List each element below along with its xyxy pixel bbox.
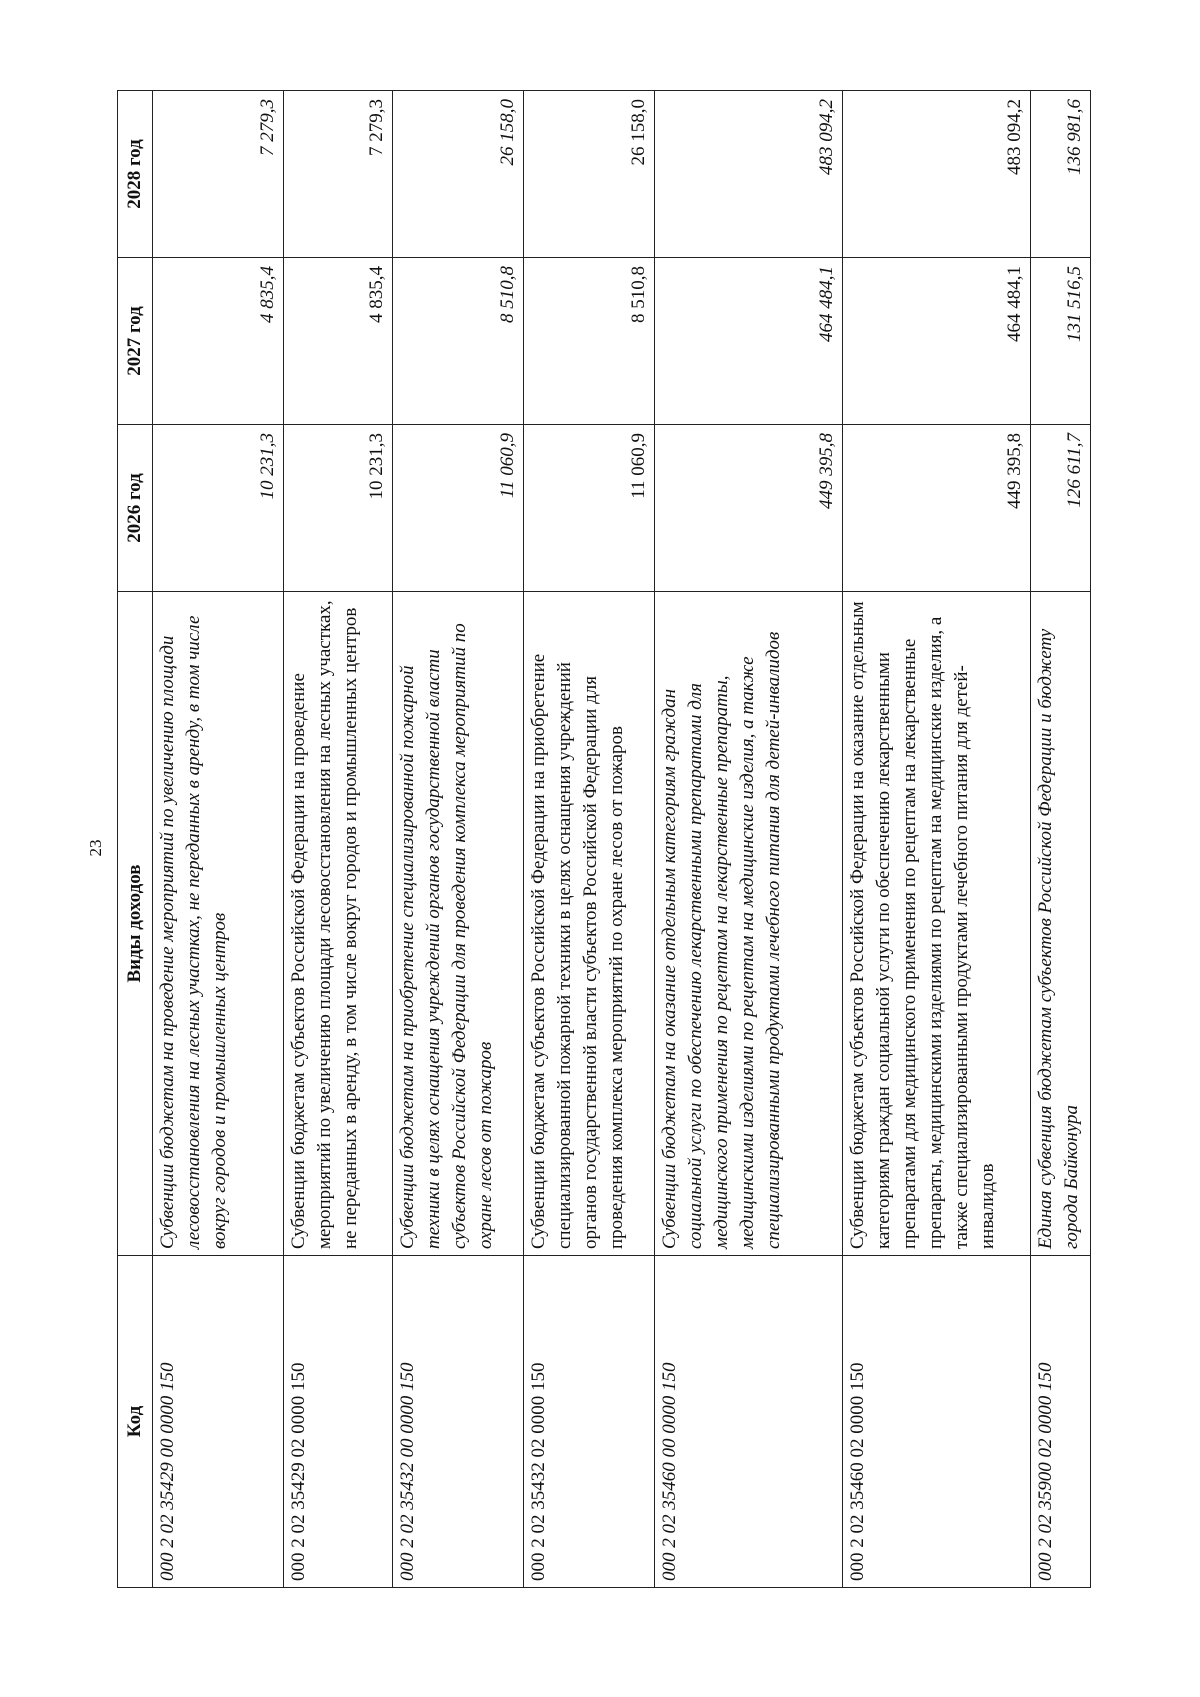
row-2026: 10 231,3 bbox=[153, 425, 284, 592]
row-code: 000 2 02 35460 02 0000 150 bbox=[842, 1256, 1030, 1588]
row-2027: 464 484,1 bbox=[842, 258, 1030, 425]
row-code: 000 2 02 35429 02 0000 150 bbox=[284, 1256, 392, 1588]
row-name: Единая субвенция бюджетам субъектов Российской Федерации и бюджету города Байконура bbox=[1030, 592, 1090, 1256]
row-2026: 11 060,9 bbox=[392, 425, 523, 592]
row-code: 000 2 02 35432 00 0000 150 bbox=[392, 1256, 523, 1588]
table-row bbox=[284, 91, 392, 1588]
row-name: Субвенции бюджетам на проведение мероприятий по увеличению площади лесовосстановления на лесных участках, не переданных в аренду, в том числе вокруг городов и промышленных центров bbox=[153, 592, 284, 1256]
table-row bbox=[1030, 91, 1090, 1588]
table-row bbox=[655, 91, 843, 1588]
table-header-row bbox=[118, 91, 153, 1588]
table-row bbox=[524, 91, 655, 1588]
row-name: Субвенции бюджетам на оказание отдельным категориям граждан социальной услуги по обеспечению лекарственными препаратами для медицинского применения по рецептам на лекарственные препараты, медицинскими изделиями по рецептам на медицинские изделия, а также специализированными продуктами лечебного питания для детей-инвалидов bbox=[655, 592, 843, 1256]
row-name: Субвенции бюджетам субъектов Российской Федерации на оказание отдельным категориям граждан социальной услуги по обеспечению лекарственными препаратами для медицинского применения по рецептам на лекарственные препараты, медицинскими изделиями по рецептам на медицинские изделия, а также специализированными продуктами лечебного питания для детей-инвалидов bbox=[842, 592, 1030, 1256]
row-2027: 4 835,4 bbox=[153, 258, 284, 425]
row-2028: 136 981,6 bbox=[1030, 91, 1090, 258]
row-2028: 7 279,3 bbox=[284, 91, 392, 258]
page-number: 23 bbox=[86, 839, 105, 857]
table-row bbox=[842, 91, 1030, 1588]
row-2026: 10 231,3 bbox=[284, 425, 392, 592]
row-code: 000 2 02 35432 02 0000 150 bbox=[524, 1256, 655, 1588]
row-code: 000 2 02 35429 00 0000 150 bbox=[153, 1256, 284, 1588]
row-2028: 26 158,0 bbox=[392, 91, 523, 258]
row-name: Субвенции бюджетам на приобретение специализированной пожарной техники в целях оснащения учреждений органов государственной власти субъектов Российской Федерации для проведения комплекса мероприятий по охране лесов от пожаров bbox=[392, 592, 523, 1256]
header-revenue-type: Виды доходов bbox=[118, 592, 153, 1256]
header-2028: 2028 год bbox=[118, 91, 153, 258]
header-2027: 2027 год bbox=[118, 258, 153, 425]
header-code: Код bbox=[118, 1256, 153, 1588]
row-name: Субвенции бюджетам субъектов Российской Федерации на проведение мероприятий по увеличению площади лесовосстановления на лесных участках, не переданных в аренду, в том числе вокруг городов и промышленных центров bbox=[284, 592, 392, 1256]
row-name: Субвенции бюджетам субъектов Российской Федерации на приобретение специализированной пожарной техники в целях оснащения учреждений органов государственной власти субъектов Российской Федерации для проведения комплекса мероприятий по охране лесов от пожаров bbox=[524, 592, 655, 1256]
row-2028: 7 279,3 bbox=[153, 91, 284, 258]
row-2028: 26 158,0 bbox=[524, 91, 655, 258]
row-2027: 131 516,5 bbox=[1030, 258, 1090, 425]
row-2026: 126 611,7 bbox=[1030, 425, 1090, 592]
row-2026: 449 395,8 bbox=[842, 425, 1030, 592]
row-code: 000 2 02 35900 02 0000 150 bbox=[1030, 1256, 1090, 1588]
row-2028: 483 094,2 bbox=[842, 91, 1030, 258]
row-2026: 11 060,9 bbox=[524, 425, 655, 592]
row-2027: 4 835,4 bbox=[284, 258, 392, 425]
revenue-table bbox=[117, 90, 1091, 1588]
rotated-table-container bbox=[117, 91, 1091, 1588]
row-2027: 8 510,8 bbox=[524, 258, 655, 425]
row-code: 000 2 02 35460 00 0000 150 bbox=[655, 1256, 843, 1588]
table-row bbox=[153, 91, 284, 1588]
table-row bbox=[392, 91, 523, 1588]
row-2026: 449 395,8 bbox=[655, 425, 843, 592]
row-2027: 8 510,8 bbox=[392, 258, 523, 425]
row-2027: 464 484,1 bbox=[655, 258, 843, 425]
row-2028: 483 094,2 bbox=[655, 91, 843, 258]
header-2026: 2026 год bbox=[118, 425, 153, 592]
